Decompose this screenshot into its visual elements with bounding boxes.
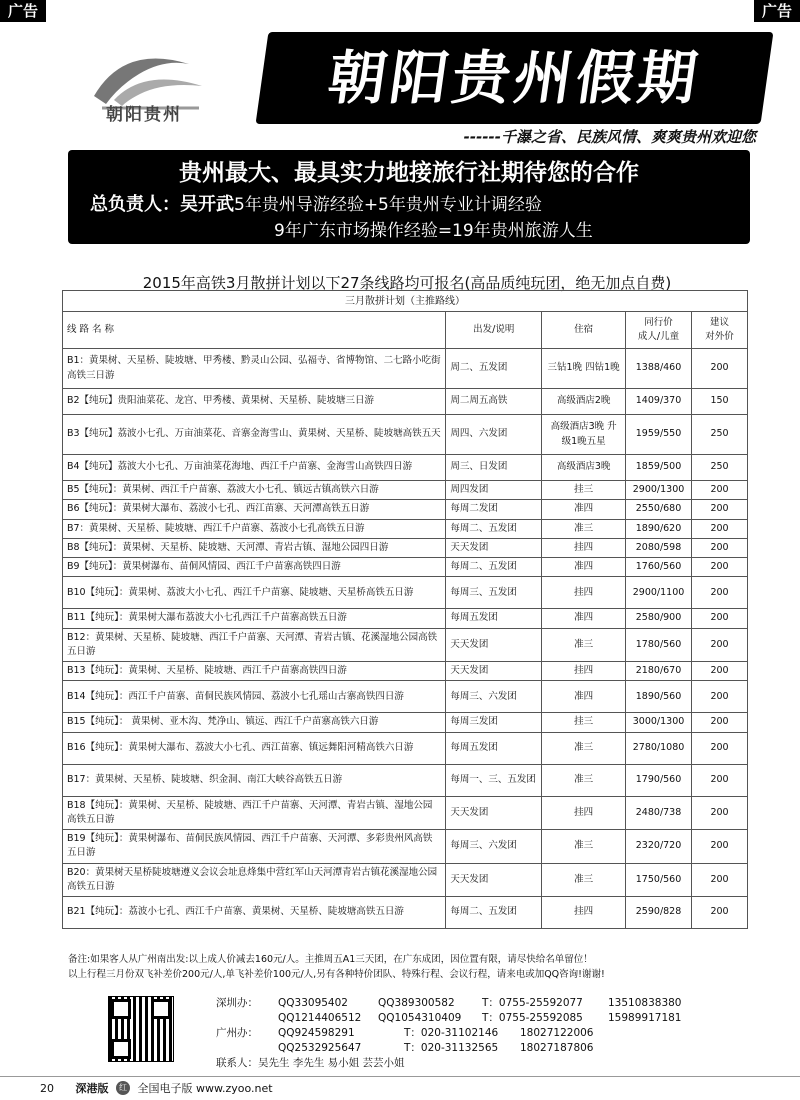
table-row: [63, 349, 748, 389]
route-cell: B5【纯玩】：黄果树、西江千户苗寨、荔波大小七孔、镇远古镇高铁六日游: [63, 481, 446, 500]
depart-cell: 每周二、五发团: [446, 558, 542, 577]
depart-cell: 周四发团: [446, 481, 542, 500]
depart-cell: 天天发团: [446, 662, 542, 681]
logo-text: 朝阳贵州: [106, 105, 182, 125]
suggest-cell: 200: [692, 796, 748, 830]
note-line: 备注:如果客人从广州南出发:以上成人价减去160元/人。主推周五A1三天团，在广东成团，因位置有限，请尽快给名单留位！: [68, 954, 593, 965]
table-caption: 三月散拼计划（主推路线）: [63, 291, 748, 312]
phone: T：020-31102146: [404, 1027, 499, 1039]
price-cell: 3000/1300: [626, 713, 692, 732]
price-cell: 1790/560: [626, 764, 692, 796]
table-row: [63, 764, 748, 796]
hotel-cell: 三钻1晚 四钻1晚: [542, 349, 626, 389]
table-row: [63, 389, 748, 415]
depart-cell: 每周一、三、五发团: [446, 764, 542, 796]
suggest-cell: 200: [692, 732, 748, 764]
suggest-cell: 200: [692, 662, 748, 681]
hotel-cell: 准三: [542, 519, 626, 538]
table-row: [63, 500, 748, 519]
col-header-suggest: [692, 312, 748, 349]
suggest-cell: 250: [692, 455, 748, 481]
qq: QQ1054310409: [378, 1012, 462, 1024]
mobile: 15989917181: [608, 1012, 682, 1024]
banner-line-3: 9年广东市场操作经验=19年贵州旅游人生: [274, 221, 593, 241]
note-line: 以上行程三月份双飞补差价200元/人,单飞补差价100元/人,另有各种特价团队、特殊行程、会议行程，请来电或加QQ咨询!谢谢!: [68, 969, 605, 980]
qq: QQ924598291: [278, 1027, 355, 1039]
suggest-cell: 200: [692, 897, 748, 929]
price-cell: 2550/680: [626, 500, 692, 519]
banner-line-2: [90, 190, 542, 216]
hotel-cell: 高级酒店3晚 升级1晚五星: [542, 415, 626, 455]
depart-cell: 每周二、五发团: [446, 519, 542, 538]
suggest-cell: 250: [692, 415, 748, 455]
qr-finder: [111, 999, 131, 1019]
hotel-cell: 挂四: [542, 577, 626, 609]
route-cell: B17：黄果树、天星桥、陡坡塘、织金洞、南江大峡谷高铁五日游: [63, 764, 446, 796]
route-cell: B19【纯玩】：黄果树瀑布、苗侗民族风情园、西江千户苗寨、天河潭、多彩贵州风高铁五日游: [63, 830, 446, 864]
phone: T：0755-25592077: [482, 997, 583, 1009]
qq: QQ1214406512: [278, 1012, 362, 1024]
suggest-cell: 200: [692, 628, 748, 662]
hotel-cell: 准三: [542, 764, 626, 796]
suggest-cell: 200: [692, 349, 748, 389]
price-cell: 2080/598: [626, 538, 692, 557]
table-row: [63, 662, 748, 681]
route-cell: B20：黄果树天星桥陡坡塘遵义会议会址息烽集中营红军山天河潭青岩古镇花溪湿地公园高铁五日游: [63, 863, 446, 897]
route-cell: B4【纯玩】荔波大小七孔、万亩油菜花海地、西江千户苗寨、金海雪山高铁四日游: [63, 455, 446, 481]
depart-cell: 周四、六发团: [446, 415, 542, 455]
price-cell: 2780/1080: [626, 732, 692, 764]
depart-cell: 每周五发团: [446, 732, 542, 764]
route-cell: B8【纯玩】：黄果树、天星桥、陡坡塘、天河潭、青岩古镇、湿地公园四日游: [63, 538, 446, 557]
price-cell: 1890/620: [626, 519, 692, 538]
price-cell: 2580/900: [626, 609, 692, 628]
suggest-cell: 200: [692, 609, 748, 628]
table-row: [63, 830, 748, 864]
route-cell: B9【纯玩】：黄果树瀑布、苗侗风情园、西江千户苗寨高铁四日游: [63, 558, 446, 577]
depart-cell: 周二周五高铁: [446, 389, 542, 415]
mobile: 18027187806: [520, 1042, 594, 1054]
hotel-cell: 准四: [542, 609, 626, 628]
depart-cell: 天天发团: [446, 538, 542, 557]
table-row: [63, 538, 748, 557]
depart-cell: 每周五发团: [446, 609, 542, 628]
suggest-cell: 200: [692, 830, 748, 864]
depart-cell: 每周三、五发团: [446, 577, 542, 609]
suggest-cell: 200: [692, 500, 748, 519]
contact-people: 联系人：吴先生 李先生 易小姐 芸芸小姐: [216, 1057, 405, 1069]
price-cell: 1890/560: [626, 681, 692, 713]
hotel-cell: 挂四: [542, 538, 626, 557]
suggest-cell: 200: [692, 713, 748, 732]
table-row: [63, 897, 748, 929]
table-row: [63, 577, 748, 609]
promo-banner: [68, 150, 750, 244]
route-cell: B14【纯玩】：西江千户苗寨、苗侗民族风情园、荔波小七孔瑶山古寨高铁四日游: [63, 681, 446, 713]
hotel-cell: 挂四: [542, 897, 626, 929]
table-row: [63, 628, 748, 662]
price-cell: 1780/560: [626, 628, 692, 662]
hotel-cell: 准三: [542, 732, 626, 764]
depart-cell: 天天发团: [446, 628, 542, 662]
office-label-shenzhen: 深圳办：: [216, 997, 258, 1009]
price-cell: 2320/720: [626, 830, 692, 864]
qq: QQ389300582: [378, 997, 455, 1009]
edition-badge-icon: 红: [116, 1081, 130, 1095]
suggest-cell: 200: [692, 538, 748, 557]
table-row: [63, 732, 748, 764]
notes: [68, 952, 758, 982]
col-header-hotel: 住宿: [542, 312, 626, 349]
table-row: [63, 415, 748, 455]
route-cell: B6【纯玩】：黄果树大瀑布、荔波小七孔、西江苗寨、天河潭高铁五日游: [63, 500, 446, 519]
banner-line-1: 贵州最大、最具实力地接旅行社期待您的合作: [179, 160, 639, 186]
mobile: 13510838380: [608, 997, 682, 1009]
plan-headline: 2015年高铁3月散拼计划以下27条线路均可报名(高品质纯玩团，绝无加点自费): [142, 274, 672, 292]
banner-line-2-rest: 5年贵州导游经验+5年贵州专业计调经验: [234, 195, 542, 215]
hotel-cell: 挂四: [542, 796, 626, 830]
col-header-depart: 出发/说明: [446, 312, 542, 349]
route-cell: B7：黄果树、天星桥、陡坡塘、西江千户苗寨、荔波小七孔高铁五日游: [63, 519, 446, 538]
manager-name: 总负责人：吴开武: [90, 194, 234, 215]
table-row: [63, 558, 748, 577]
table-row: [63, 519, 748, 538]
price-cell: 1409/370: [626, 389, 692, 415]
hotel-cell: 挂三: [542, 481, 626, 500]
price-cell: 2900/1300: [626, 481, 692, 500]
qr-finder: [111, 1039, 131, 1059]
col-header-price-sub: 成人/儿童: [637, 331, 680, 342]
hotel-cell: 挂四: [542, 662, 626, 681]
table-row: [63, 481, 748, 500]
table-row: [63, 681, 748, 713]
hotel-cell: 准三: [542, 830, 626, 864]
hotel-cell: 准四: [542, 558, 626, 577]
price-cell: 2900/1100: [626, 577, 692, 609]
price-cell: 2480/738: [626, 796, 692, 830]
route-cell: B21【纯玩】：荔波小七孔、西江千户苗寨、黄果树、天星桥、陡坡塘高铁五日游: [63, 897, 446, 929]
office-label-guangzhou: 广州办：: [216, 1027, 258, 1039]
depart-cell: 天天发团: [446, 796, 542, 830]
route-cell: B13【纯玩】：黄果树、天星桥、陡坡塘、西江千户苗寨高铁四日游: [63, 662, 446, 681]
table-row: [63, 796, 748, 830]
table-row: [63, 713, 748, 732]
hotel-cell: 准三: [542, 628, 626, 662]
phone: T：020-31132565: [404, 1042, 499, 1054]
qq: QQ33095402: [278, 997, 348, 1009]
col-header-price: [626, 312, 692, 349]
website[interactable]: 全国电子版 www.zyoo.net: [137, 1082, 273, 1095]
hotel-cell: 准四: [542, 500, 626, 519]
depart-cell: 天天发团: [446, 863, 542, 897]
mobile: 18027122006: [520, 1027, 594, 1039]
hotel-cell: 挂三: [542, 713, 626, 732]
col-header-suggest-sub: 对外价: [705, 331, 734, 342]
depart-cell: 每周三、六发团: [446, 681, 542, 713]
table-row: [63, 609, 748, 628]
depart-cell: 周三、日发团: [446, 455, 542, 481]
slogan: ------千瀑之省、民族风情、爽爽贵州欢迎您: [463, 128, 756, 146]
depart-cell: 每周二发团: [446, 500, 542, 519]
page-footer: [0, 1080, 273, 1096]
ad-label-left: 广告: [0, 0, 46, 22]
suggest-cell: 200: [692, 863, 748, 897]
price-cell: 1859/500: [626, 455, 692, 481]
price-cell: 1959/550: [626, 415, 692, 455]
route-cell: B10【纯玩】：黄果树、荔波大小七孔、西江千户苗寨、陡坡塘、天星桥高铁五日游: [63, 577, 446, 609]
footer-divider: [0, 1076, 800, 1077]
hotel-cell: 准三: [542, 863, 626, 897]
suggest-cell: 200: [692, 481, 748, 500]
price-cell: 2180/670: [626, 662, 692, 681]
hotel-cell: 高级酒店3晚: [542, 455, 626, 481]
hotel-cell: 高级酒店2晚: [542, 389, 626, 415]
page-number: 20: [40, 1081, 54, 1095]
col-header-route: 线 路 名 称: [63, 312, 446, 349]
schedule-table: [62, 290, 748, 929]
route-cell: B2【纯玩】贵阳油菜花、龙宫、甲秀楼、黄果树、天星桥、陡坡塘三日游: [63, 389, 446, 415]
suggest-cell: 200: [692, 577, 748, 609]
route-cell: B3【纯玩】荔波小七孔、万亩油菜花、音寨金海雪山、黄果树、天星桥、陡坡塘高铁五天: [63, 415, 446, 455]
suggest-cell: 200: [692, 558, 748, 577]
route-cell: B11【纯玩】：黄果树大瀑布荔波大小七孔西江千户苗寨高铁五日游: [63, 609, 446, 628]
route-cell: B18【纯玩】：黄果树、天星桥、陡坡塘、西江千户苗寨、天河潭、青岩古镇、湿地公园高铁五日游: [63, 796, 446, 830]
table-row: [63, 455, 748, 481]
price-cell: 2590/828: [626, 897, 692, 929]
qq: QQ2532925647: [278, 1042, 362, 1054]
phone: T：0755-25592085: [482, 1012, 583, 1024]
route-cell: B16【纯玩】：黄果树大瀑布、荔波大小七孔、西江苗寨、镇远舞阳河精高铁六日游: [63, 732, 446, 764]
col-header-suggest-title: 建议: [710, 316, 730, 328]
suggest-cell: 200: [692, 519, 748, 538]
price-cell: 1750/560: [626, 863, 692, 897]
route-cell: B1：黄果树、天星桥、陡坡塘、甲秀楼、黔灵山公园、弘福寺、省博物馆、二七路小吃街高铁三日游: [63, 349, 446, 389]
depart-cell: 每周二、五发团: [446, 897, 542, 929]
suggest-cell: 150: [692, 389, 748, 415]
brand-title: 朝阳贵州假期: [256, 32, 774, 124]
route-cell: B15【纯玩】： 黄果树、亚木沟、梵净山、镇远、西江千户苗寨高铁六日游: [63, 713, 446, 732]
suggest-cell: 200: [692, 681, 748, 713]
depart-cell: 每周三发团: [446, 713, 542, 732]
ad-label-right: 广告: [754, 0, 800, 22]
table-row: [63, 863, 748, 897]
depart-cell: 每周三、六发团: [446, 830, 542, 864]
price-cell: 1388/460: [626, 349, 692, 389]
col-header-price-title: 同行价: [644, 316, 673, 328]
price-cell: 1760/560: [626, 558, 692, 577]
edition-label: 深港版: [75, 1082, 109, 1095]
suggest-cell: 200: [692, 764, 748, 796]
contact-block: [216, 996, 682, 1071]
route-cell: B12：黄果树、天星桥、陡坡塘、西江千户苗寨、天河潭、青岩古镇、花溪湿地公园高铁五日游: [63, 628, 446, 662]
depart-cell: 周二、五发团: [446, 349, 542, 389]
hotel-cell: 准四: [542, 681, 626, 713]
qr-finder: [151, 999, 171, 1019]
qr-code: [108, 996, 174, 1062]
